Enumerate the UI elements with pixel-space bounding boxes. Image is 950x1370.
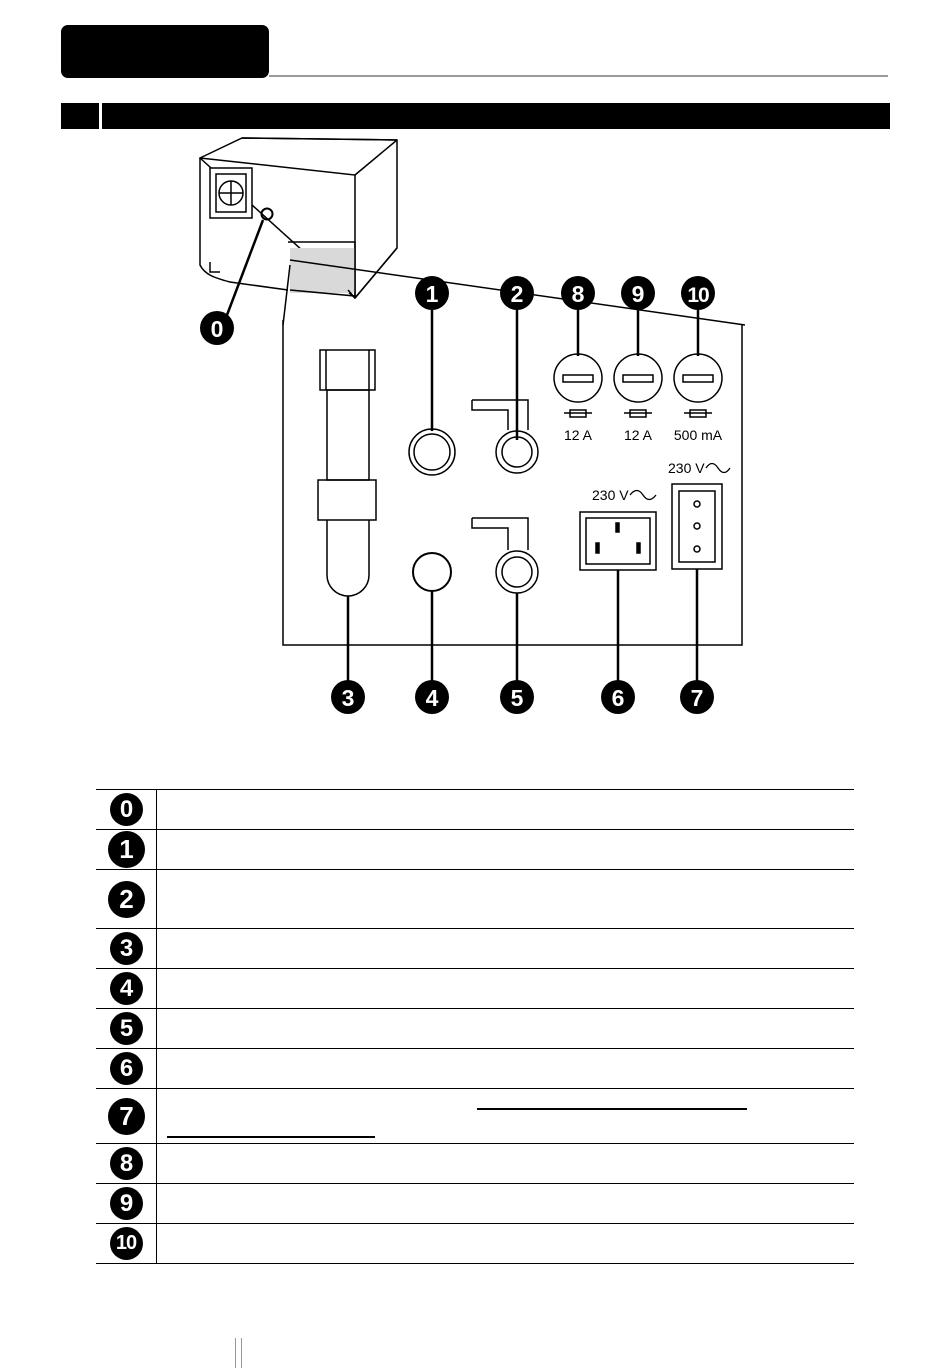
legend-description (157, 790, 855, 830)
legend-badge: 10 (110, 1227, 143, 1260)
legend-description (157, 1184, 855, 1224)
connector-5-fitting (472, 518, 538, 593)
legend-row (96, 1089, 854, 1144)
fuse-holder-8 (554, 354, 602, 417)
legend-row (96, 830, 854, 870)
legend-row (96, 1009, 854, 1049)
legend-row (96, 969, 854, 1009)
fuse-tube-holder (318, 350, 376, 596)
legend-badge: 1 (108, 831, 145, 868)
legend-description (157, 1224, 855, 1264)
callout-0: 0 (210, 316, 224, 342)
legend-badge: 7 (108, 1098, 145, 1135)
legend-badge: 0 (110, 793, 143, 826)
legend-description (157, 1049, 855, 1089)
legend-row (96, 929, 854, 969)
callout-7: 7 (690, 685, 704, 711)
callout-8: 8 (571, 281, 585, 307)
legend-description (157, 969, 855, 1009)
legend-row (96, 1049, 854, 1089)
ac-symbol-icon (630, 491, 656, 500)
callout-1: 1 (425, 281, 439, 307)
callout-10: 10 (687, 284, 709, 307)
fuse-holder-10 (674, 354, 722, 417)
legend-badge: 8 (110, 1147, 143, 1180)
page-footer-mark (235, 1338, 242, 1368)
callout-5: 5 (510, 685, 524, 711)
legend-description (157, 1009, 855, 1049)
legend-row (96, 1184, 854, 1224)
fuse-label-8: 12 A (563, 427, 593, 443)
legend-badge: 4 (110, 972, 143, 1005)
underline-rule (167, 1136, 375, 1138)
legend-badge: 9 (110, 1187, 143, 1220)
callout-4: 4 (425, 685, 439, 711)
callout-9: 9 (631, 281, 645, 307)
power-inlet (580, 512, 656, 570)
device-housing-illustration (200, 138, 397, 298)
fuse-label-10: 500 mA (673, 427, 723, 443)
legend-description (157, 929, 855, 969)
power-outlet (672, 484, 722, 569)
legend-description (157, 870, 855, 929)
legend-row (96, 1224, 854, 1264)
connector-4 (413, 553, 451, 591)
ac-symbol-icon (706, 464, 730, 473)
legend-row (96, 870, 854, 929)
legend-description (157, 830, 855, 870)
callout-3: 3 (341, 685, 355, 711)
callout-2: 2 (510, 281, 524, 307)
legend-badge: 5 (110, 1012, 143, 1045)
legend-row (96, 790, 854, 830)
legend-description (157, 1144, 855, 1184)
legend-badge: 2 (108, 881, 145, 918)
callout-6: 6 (611, 685, 625, 711)
outlet-voltage-label: 230 V (668, 460, 705, 476)
legend-badge: 3 (110, 932, 143, 965)
underline-rule (477, 1108, 747, 1110)
callout-leaders (348, 305, 698, 684)
connector-2-fitting (472, 400, 538, 473)
fuse-holder-9 (614, 354, 662, 417)
legend-row (96, 1144, 854, 1184)
inlet-voltage-label: 230 V (592, 487, 629, 503)
legend-table (96, 789, 854, 1264)
legend-badge: 6 (110, 1052, 143, 1085)
fuse-label-9: 12 A (623, 427, 653, 443)
connector-1-ring (409, 429, 455, 475)
